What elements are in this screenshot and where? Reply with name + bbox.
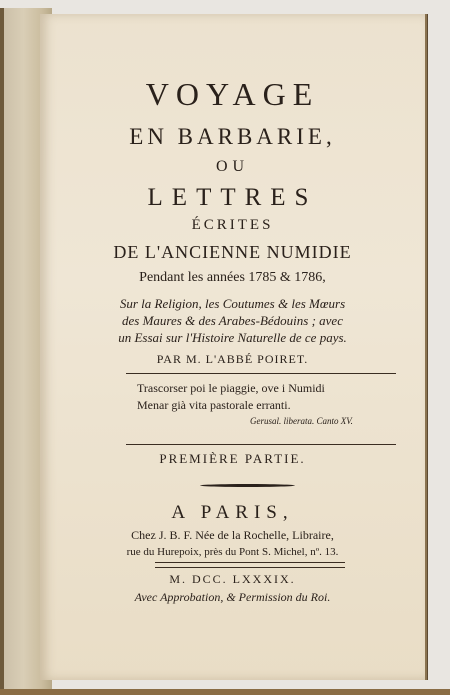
subject-line-3: un Essai sur l'Histoire Naturelle de ce pays. <box>118 330 347 345</box>
privilege-line: Avec Approbation, & Permission du Roi. <box>134 590 331 604</box>
epigraph-line-1: Trascorser poi le piaggie, ove i Numidi <box>137 381 325 395</box>
subtitle-years: Pendant les années 1785 & 1786, <box>139 270 326 285</box>
title-page <box>40 14 425 680</box>
subject-line-1: Sur la Religion, les Coutumes & les Mœurs <box>119 296 346 311</box>
title-en-barbarie: EN BARBARIE, <box>129 124 336 149</box>
publisher-line-2: rue du Hurepoix, près du Pont S. Michel, nº. 13. <box>126 546 339 558</box>
title-ecrites: ÉCRITES <box>191 217 274 233</box>
title-ou: OU <box>215 158 250 175</box>
part-label: PREMIÈRE PARTIE. <box>159 451 306 466</box>
title-lettres: LETTRES <box>147 184 318 211</box>
author-line: PAR M. L'ABBÉ POIRET. <box>156 352 309 366</box>
imprint-city: A PARIS, <box>171 502 294 523</box>
imprint-date: M. DCC. LXXXIX. <box>169 572 296 586</box>
spine-edge <box>0 8 4 692</box>
epigraph-line-2: Menar già vita pastorale erranti. <box>137 398 291 412</box>
title-voyage: VOYAGE <box>145 76 320 112</box>
epigraph-bottom-rule <box>126 444 396 445</box>
epigraph-top-rule <box>126 373 396 374</box>
epigraph-source: Gerusal. liberata. Canto XV. <box>250 416 353 426</box>
subject-line-2: des Maures & des Arabes-Bédouins ; avec <box>122 313 343 328</box>
double-rule <box>155 562 345 568</box>
title-numidie: DE L'ANCIENNE NUMIDIE <box>113 242 352 262</box>
publisher-line-1: Chez J. B. F. Née de la Rochelle, Libraire, <box>131 528 334 542</box>
ornament-rule <box>200 484 295 487</box>
book-board-bottom <box>0 689 450 695</box>
